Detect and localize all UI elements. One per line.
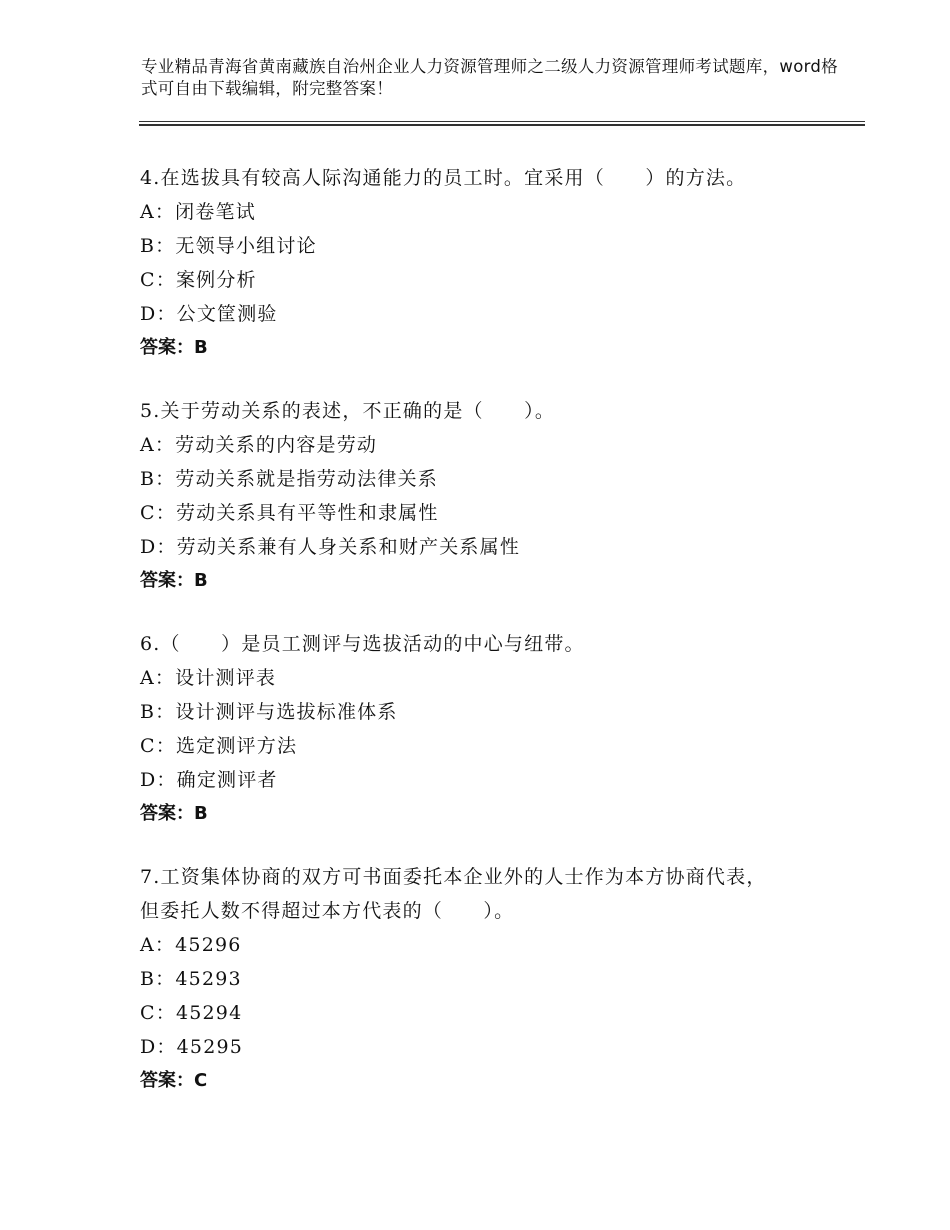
answer-value: B bbox=[194, 337, 208, 358]
option-c: C：案例分析 bbox=[140, 269, 257, 291]
question-text: 4.在选拔具有较高人际沟通能力的员工时。宜采用（ ）的方法。 bbox=[140, 167, 747, 189]
option-c: C：劳动关系具有平等性和隶属性 bbox=[140, 502, 439, 524]
header-divider-thin bbox=[139, 121, 865, 122]
question-list bbox=[140, 161, 840, 1127]
option-a: A：45296 bbox=[140, 934, 242, 956]
answer-value: B bbox=[194, 570, 208, 591]
question-6 bbox=[140, 627, 840, 831]
question-7 bbox=[140, 860, 840, 1098]
option-a: A：闭卷笔试 bbox=[140, 201, 256, 223]
question-4 bbox=[140, 161, 840, 365]
option-d: D：公文筐测验 bbox=[140, 303, 278, 325]
question-text: 6.（ ）是员工测评与选拔活动的中心与纽带。 bbox=[140, 633, 585, 655]
option-b: B：劳动关系就是指劳动法律关系 bbox=[140, 468, 438, 490]
answer-label: 答案： bbox=[140, 803, 194, 824]
answer-label: 答案： bbox=[140, 570, 194, 591]
question-text: 5.关于劳动关系的表述，不正确的是（ ）。 bbox=[140, 400, 556, 422]
option-a: A：劳动关系的内容是劳动 bbox=[140, 434, 378, 456]
answer-line bbox=[140, 564, 840, 598]
option-b: B：无领导小组讨论 bbox=[140, 235, 317, 257]
answer-label: 答案： bbox=[140, 337, 194, 358]
answer-label: 答案： bbox=[140, 1070, 194, 1091]
question-5 bbox=[140, 394, 840, 598]
option-d: D：确定测评者 bbox=[140, 769, 278, 791]
option-b: B：45293 bbox=[140, 968, 242, 990]
answer-line bbox=[140, 331, 840, 365]
option-c: C：45294 bbox=[140, 1002, 243, 1024]
option-d: D：45295 bbox=[140, 1036, 244, 1058]
question-text: 7.工资集体协商的双方可书面委托本企业外的人士作为本方协商代表，但委托人数不得超过本方代表的（ ）。 bbox=[140, 866, 767, 922]
option-c: C：选定测评方法 bbox=[140, 735, 298, 757]
answer-value: B bbox=[194, 803, 208, 824]
option-a: A：设计测评表 bbox=[140, 667, 277, 689]
answer-line bbox=[140, 797, 840, 831]
document-header-title: 专业精品青海省黄南藏族自治州企业人力资源管理师之二级人力资源管理师考试题库，word格式可自由下载编辑，附完整答案！ bbox=[141, 57, 838, 98]
header-divider-thick bbox=[139, 124, 865, 126]
answer-value: C bbox=[194, 1070, 208, 1091]
option-d: D：劳动关系兼有人身关系和财产关系属性 bbox=[140, 536, 521, 558]
option-b: B：设计测评与选拔标准体系 bbox=[140, 701, 398, 723]
answer-line bbox=[140, 1064, 840, 1098]
